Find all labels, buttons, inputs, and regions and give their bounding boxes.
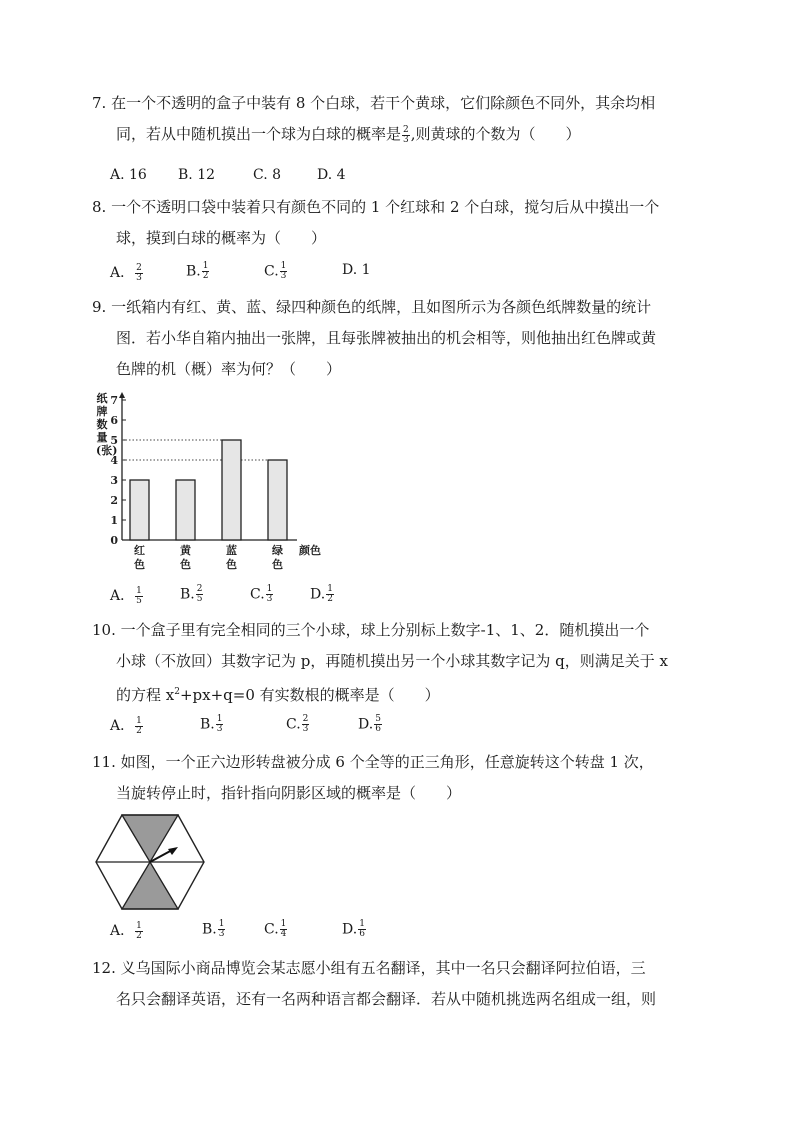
shaded-sector-top	[122, 815, 178, 862]
question-9-line-3: 色牌的机（概）率为何？（ ）	[116, 360, 342, 378]
shaded-sector-bottom	[122, 862, 178, 909]
category-label: 绿	[272, 544, 283, 557]
category-label: 黄	[180, 544, 191, 557]
y-tick-label: 6	[110, 414, 118, 427]
option-d: D. 1	[342, 262, 371, 278]
option-c: C. 8	[253, 167, 282, 183]
hexagon-figure	[96, 815, 204, 909]
question-9-line-2: 图．若小华自箱内抽出一张牌，且每张牌被抽出的机会相等，则他抽出红色牌或黄	[116, 329, 657, 347]
question-12-line-2: 名只会翻译英语，还有一名两种语言都会翻译．若从中随机挑选两名组成一组，则	[116, 990, 657, 1008]
bar-3	[222, 440, 241, 540]
question-11-line-1: 11. 如图，一个正六边形转盘被分成 6 个全等的正三角形，任意旋转这个转盘 1 次，	[92, 753, 654, 771]
category-label: 蓝	[226, 544, 237, 557]
category-label: 色	[180, 558, 191, 571]
option-c: C. $\frac{1}{3}$	[264, 261, 287, 281]
bar-2	[176, 480, 195, 540]
y-axis-arrow	[119, 392, 125, 398]
question-7-line-1: 7. 在一个不透明的盒子中装有 8 个白球，若干个黄球，它们除颜色不同外，其余均相	[92, 94, 656, 112]
option-b: B. 12	[178, 167, 216, 183]
question-9	[92, 292, 702, 385]
y-tick-label: 1	[110, 514, 118, 527]
option-c: C. $\frac{1}{3}$	[250, 584, 273, 604]
y-tick-label: 2	[110, 494, 118, 507]
category-label: 红	[134, 544, 145, 557]
option-a: A． $\frac{2}{3}$	[110, 262, 142, 283]
option-a: A． $\frac{1}{5}$	[110, 585, 142, 606]
question-7-options	[110, 167, 410, 187]
question-8	[92, 192, 702, 254]
question-11	[92, 747, 702, 809]
y-tick-label: 4	[110, 454, 118, 467]
question-10-line-2: 小球（不放回）其数字记为 p，再随机摸出另一个小球其数字记为 q，则满足关于 x	[116, 652, 668, 670]
option-d: D. $\frac{5}{6}$	[358, 714, 381, 734]
option-c: C. $\frac{2}{3}$	[286, 714, 309, 734]
question-11-line-2: 当旋转停止时，指针指向阴影区域的概率是（ ）	[116, 784, 462, 802]
question-7	[92, 88, 702, 150]
option-d: D. $\frac{1}{6}$	[342, 919, 365, 939]
fraction: $\frac{2}{3}$	[403, 125, 409, 145]
option-a: A． $\frac{1}{2}$	[110, 920, 142, 941]
y-tick-label: 5	[110, 434, 118, 447]
option-a: A. 16	[110, 167, 147, 183]
y-tick-label: 0	[110, 534, 118, 547]
option-b: B. $\frac{1}{3}$	[202, 919, 225, 939]
bar-4	[268, 460, 287, 540]
question-10-line-1: 10. 一个盒子里有完全相同的三个小球，球上分别标上数字-1、1、2．随机摸出一个	[92, 621, 650, 639]
option-d: D. $\frac{1}{2}$	[310, 584, 333, 604]
question-9-options	[110, 585, 410, 609]
option-a: A． $\frac{1}{2}$	[110, 715, 142, 736]
option-b: B. $\frac{2}{5}$	[180, 584, 203, 604]
pointer-arrow-head	[168, 847, 178, 855]
option-c: C. $\frac{1}{4}$	[264, 919, 287, 939]
option-d: D. 4	[317, 167, 346, 183]
option-b: B. $\frac{1}{2}$	[186, 261, 209, 281]
hexagon-spinner	[94, 813, 206, 911]
chart-y-axis-label: 纸牌数量(张)	[96, 392, 118, 457]
x-axis-label: 颜色	[299, 544, 321, 557]
question-12	[92, 953, 702, 1015]
question-12-line-1: 12. 义乌国际小商品博览会某志愿小组有五名翻译，其中一名只会翻译阿拉伯语，三	[92, 959, 646, 977]
bar-chart	[92, 388, 321, 578]
question-11-options	[110, 920, 410, 944]
y-tick-label: 3	[110, 474, 118, 487]
question-8-line-2: 球，摸到白球的概率为（ ）	[116, 229, 327, 247]
bar-1	[130, 480, 149, 540]
category-label: 色	[226, 558, 237, 571]
question-8-options	[110, 262, 410, 286]
question-10-options	[110, 715, 410, 739]
category-label: 色	[272, 558, 283, 571]
question-10-line-3: 的方程 $x^2+px+q=0$ 有实数根的概率是（ ）	[116, 686, 440, 704]
question-8-line-1: 8. 一个不透明口袋中装着只有颜色不同的 1 个红球和 2 个白球，搅匀后从中摸出一个	[92, 198, 660, 216]
y-tick-label: 7	[110, 394, 118, 407]
option-b: B. $\frac{1}{3}$	[200, 714, 223, 734]
category-label: 色	[134, 558, 145, 571]
question-7-line-2: 同，若从中随机摸出一个球为白球的概率是 $\frac{2}{3}$ ,则黄球的个数为（ ）	[116, 125, 581, 145]
question-9-line-1: 9. 一纸箱内有红、黄、蓝、绿四种颜色的纸牌，且如图所示为各颜色纸牌数量的统计	[92, 298, 652, 316]
question-10	[92, 615, 702, 711]
